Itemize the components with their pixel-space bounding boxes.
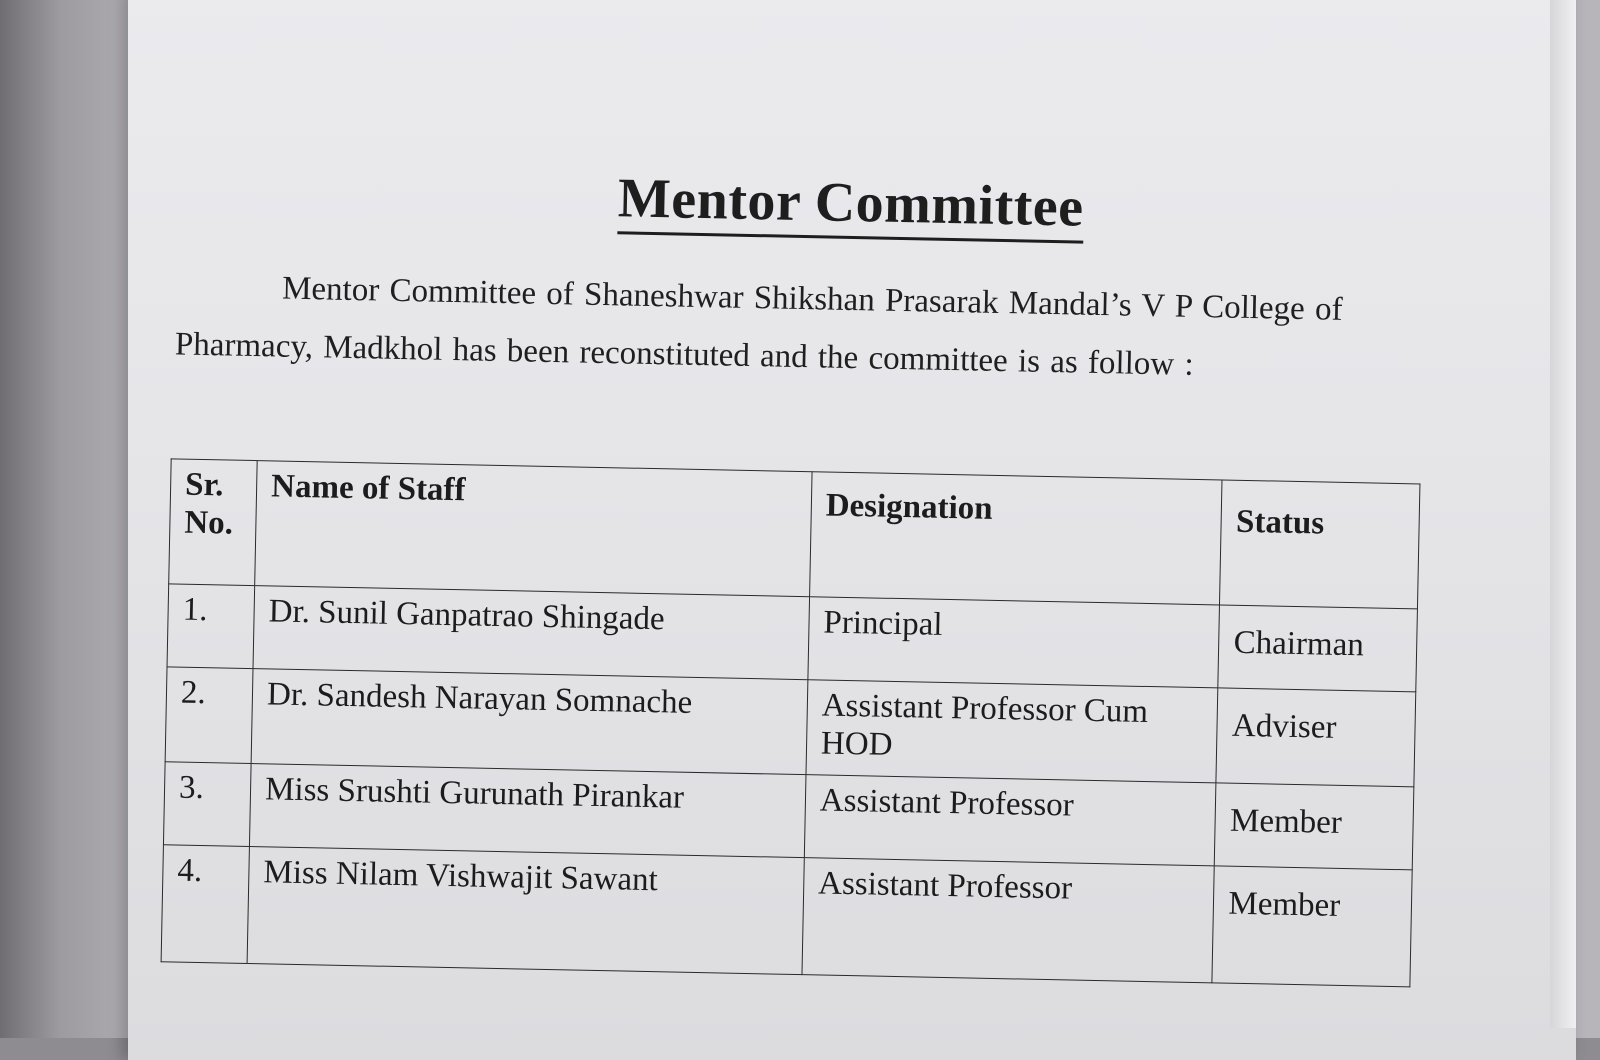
cell-sr: 3. — [163, 762, 251, 847]
intro-paragraph: Mentor Committee of Shaneshwar Shikshan Prasarak Mandal’s V P College of Pharmacy, Madkhol has been reconstituted and the committee is as follow : — [174, 270, 1343, 383]
cell-sr: 2. — [165, 667, 253, 764]
cell-status: Member — [1215, 783, 1414, 870]
cell-sr: 4. — [161, 845, 249, 964]
table-header-row — [169, 459, 1420, 609]
header-sr-no: Sr. No. — [169, 459, 258, 586]
header-name: Name of Staff — [255, 461, 812, 597]
cell-designation: Assistant Professor Cum HOD — [806, 680, 1218, 783]
cell-name: Dr. Sandesh Narayan Somnache — [251, 669, 808, 775]
cell-designation: Assistant Professor — [804, 775, 1216, 866]
header-status: Status — [1220, 480, 1420, 609]
cell-designation: Principal — [808, 597, 1220, 688]
cell-name: Miss Nilam Vishwajit Sawant — [247, 847, 804, 975]
header-designation: Designation — [809, 472, 1222, 605]
committee-table — [161, 458, 1421, 987]
cell-sr: 1. — [167, 584, 255, 669]
table-row — [161, 845, 1412, 987]
cell-designation: Assistant Professor — [802, 858, 1215, 983]
cell-status: Member — [1212, 866, 1412, 987]
document-title: Mentor Committee — [617, 166, 1084, 243]
cell-name: Miss Srushti Gurunath Pirankar — [250, 764, 806, 858]
cell-status: Chairman — [1218, 605, 1417, 692]
cell-name: Dr. Sunil Ganpatrao Shingade — [253, 586, 809, 680]
cell-status: Adviser — [1216, 688, 1415, 787]
